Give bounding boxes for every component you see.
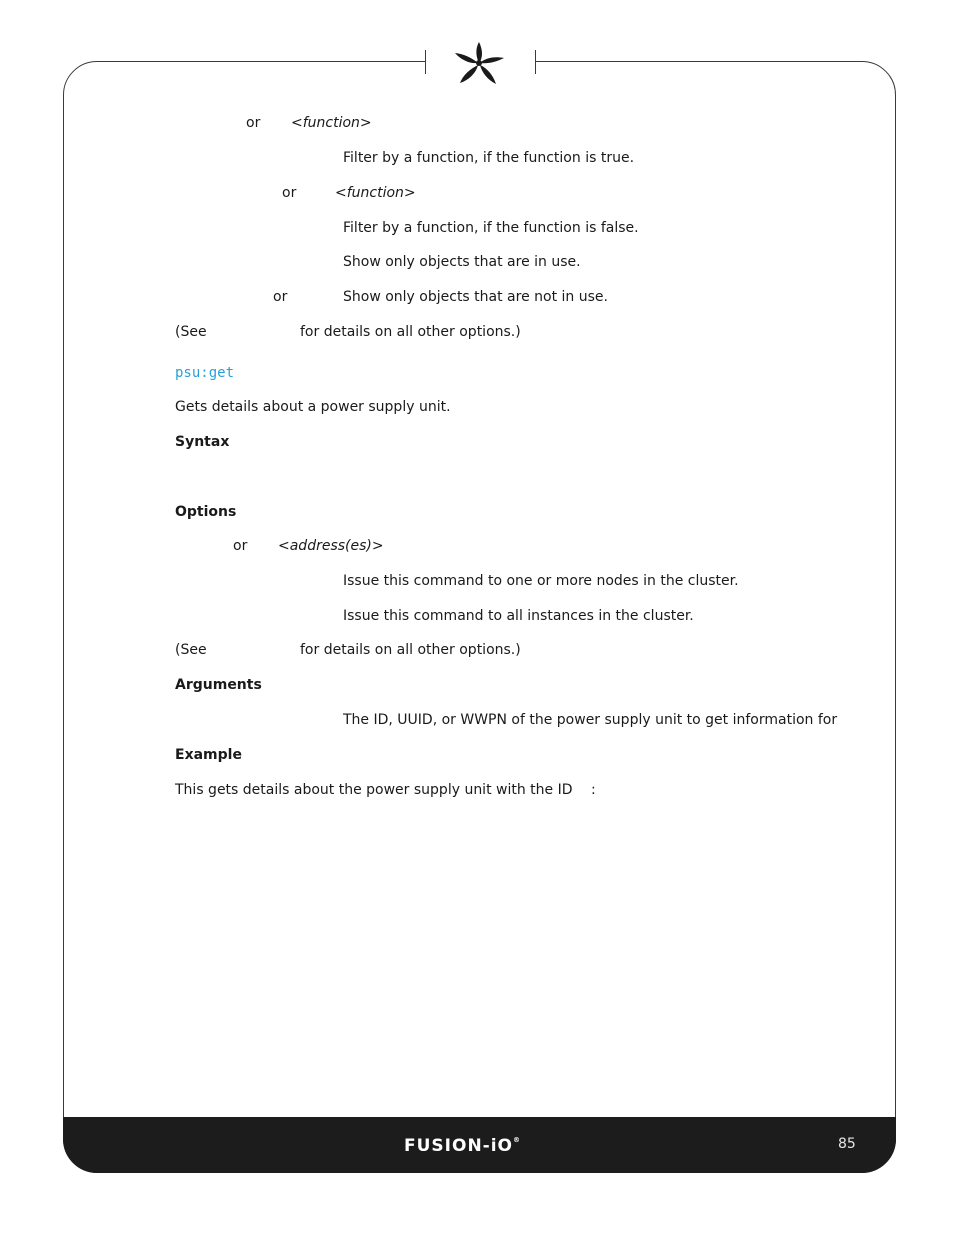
option-description: Show only objects that are not in use. <box>343 289 608 305</box>
registered-mark: ® <box>513 1136 521 1144</box>
option-description: Filter by a function, if the function is false. <box>343 220 639 236</box>
or-label: or <box>246 115 261 131</box>
header-divider-right <box>535 50 536 74</box>
option-description: Filter by a function, if the function is true. <box>343 150 635 166</box>
see-note-suffix: for details on all other options.) <box>300 642 521 658</box>
or-label: or <box>273 289 288 305</box>
option-description: Show only objects that are in use. <box>343 254 581 270</box>
fusion-star-icon <box>450 38 508 88</box>
or-label: or <box>233 538 248 554</box>
header-divider-left <box>425 50 426 74</box>
argument-description: The ID, UUID, or WWPN of the power supply unit to get information for <box>343 712 838 728</box>
option-description: Issue this command to one or more nodes in the cluster. <box>343 573 739 589</box>
example-text: This gets details about the power supply unit with the ID <box>175 782 573 798</box>
option-description: Issue this command to all instances in the cluster. <box>343 608 694 624</box>
see-note-prefix: (See <box>175 324 207 340</box>
arguments-heading: Arguments <box>175 677 262 693</box>
address-param: <address(es)> <box>278 538 384 554</box>
function-param: <function> <box>335 185 416 201</box>
command-summary: Gets details about a power supply unit. <box>175 399 451 415</box>
see-note-prefix: (See <box>175 642 207 658</box>
brand-name: FUSION-iO <box>404 1136 513 1156</box>
function-param: <function> <box>291 115 372 131</box>
example-heading: Example <box>175 747 242 763</box>
syntax-heading: Syntax <box>175 434 230 450</box>
command-heading: psu:get <box>175 365 235 381</box>
options-heading: Options <box>175 504 237 520</box>
brand-logo <box>404 1136 521 1156</box>
see-note-suffix: for details on all other options.) <box>300 324 521 340</box>
or-label: or <box>282 185 297 201</box>
page-number: 85 <box>838 1136 856 1152</box>
example-colon: : <box>591 782 596 798</box>
